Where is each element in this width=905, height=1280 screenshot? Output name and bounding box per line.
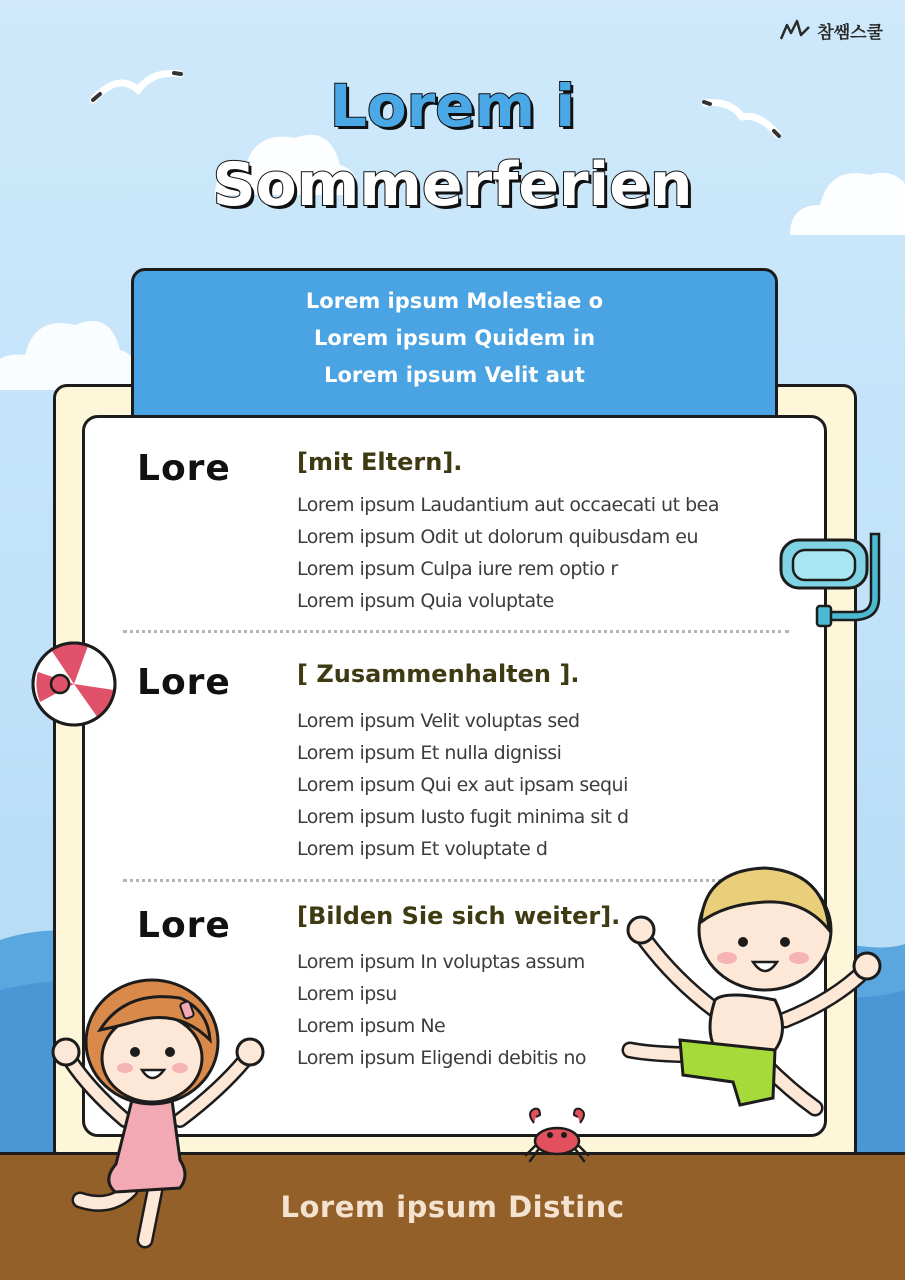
section-divider: [123, 630, 789, 633]
boy-character-illustration: [615, 850, 895, 1130]
section-lines: [297, 946, 586, 1074]
section-heading: [ Zusammenhalten ].: [297, 660, 580, 688]
list-item: Lorem ipsum Ne: [297, 1015, 446, 1037]
list-item: Lorem ipsu: [297, 983, 397, 1005]
list-item: Lorem ipsum In voluptas assum: [297, 951, 585, 973]
list-item: Lorem ipsum Iusto fugit minima sit d: [297, 806, 629, 828]
list-item: Lorem ipsum Qui ex aut ipsam sequi: [297, 774, 628, 796]
banner-line-1: Lorem ipsum Molestiae o: [305, 288, 604, 313]
banner-line-2: Lorem ipsum Quidem in: [313, 325, 596, 350]
list-item: Lorem ipsum Quia voluptate: [297, 590, 554, 612]
list-item: Lorem ipsum Et voluptate d: [297, 838, 548, 860]
list-item: Lorem ipsum Odit ut dolorum quibusdam eu: [297, 526, 699, 548]
section-heading: [Bilden Sie sich weiter].: [297, 902, 621, 930]
girl-character-illustration: [30, 960, 280, 1250]
list-item: Lorem ipsum Culpa iure rem optio r: [297, 558, 618, 580]
list-item: Lorem ipsum Velit voluptas sed: [297, 710, 580, 732]
banner-line-3: Lorem ipsum Velit aut: [324, 362, 585, 387]
sparkle-icon: [779, 19, 813, 43]
intro-banner: [131, 268, 778, 418]
section-label: Lore: [137, 448, 231, 489]
brand-logo: [779, 18, 883, 43]
page-title-line2: Sommerferien: [212, 150, 693, 220]
crab-icon: [520, 1105, 595, 1165]
logo-text: 참쌤스쿨: [817, 23, 883, 43]
beach-ball-icon: [30, 640, 118, 728]
section-heading: [mit Eltern].: [297, 448, 463, 476]
section-lines: [297, 489, 719, 617]
section-label: Lore: [137, 905, 231, 946]
list-item: Lorem ipsum Eligendi debitis no: [297, 1047, 586, 1069]
footer-text: Lorem ipsum Distinc: [280, 1190, 625, 1224]
page-title-line1: Lorem i: [329, 72, 576, 140]
snorkel-mask-icon: [777, 528, 887, 633]
list-item: Lorem ipsum Et nulla dignissi: [297, 742, 562, 764]
section-label: Lore: [137, 662, 231, 703]
list-item: Lorem ipsum Laudantium aut occaecati ut bea: [297, 494, 719, 516]
section-lines: [297, 705, 629, 865]
